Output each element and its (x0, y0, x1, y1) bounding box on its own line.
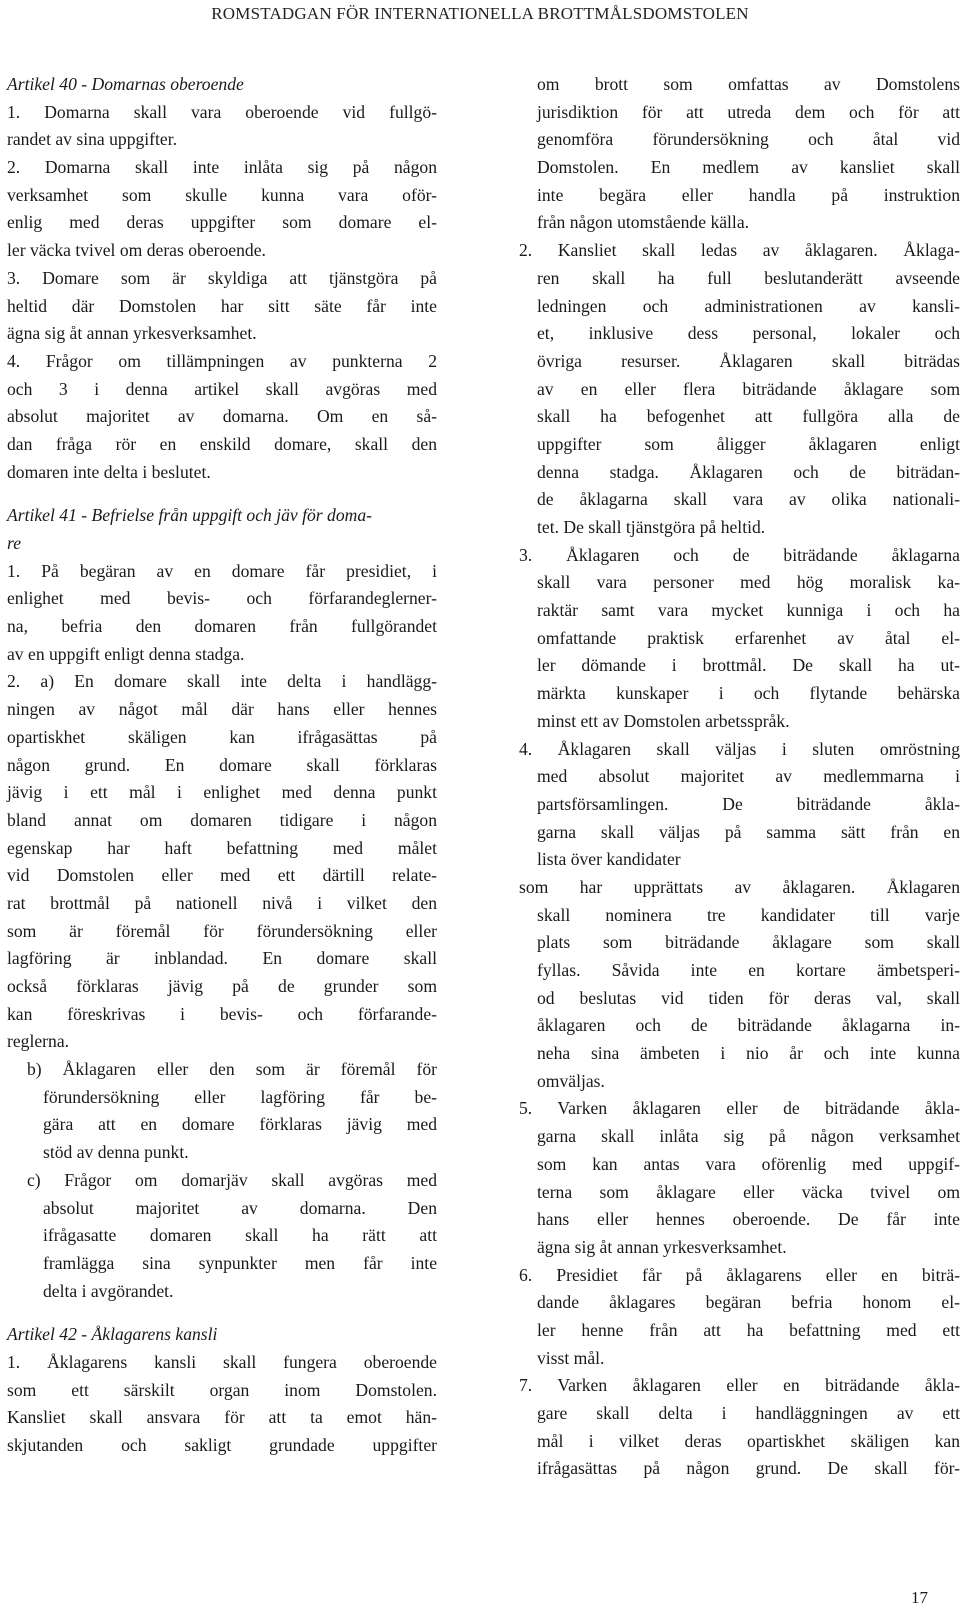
text-line: någon grund. En domare skall förklaras (7, 754, 437, 775)
text-line: framlägga sina synpunkter men får inte (43, 1252, 437, 1273)
text-line: ifrågasatte domaren skall ha rätt att (43, 1225, 437, 1246)
text-line: et, inklusive dess personal, lokaler och (537, 323, 960, 344)
text-line: c) Frågor om domarjäv skall avgöras med (27, 1169, 437, 1190)
text-line: uppgifter som åligger åklagaren enligt (537, 433, 960, 454)
text-line: vid Domstolen eller med ett därtill relate- (7, 865, 437, 886)
text-line: åklagaren och de biträdande åklagarna in- (537, 1015, 960, 1036)
text-line: minst ett av Domstolen arbetsspråk. (537, 710, 790, 731)
text-line: gare skall delta i handläggningen av ett (537, 1403, 960, 1423)
text-line: plats som biträdande åklagare som skall (537, 932, 960, 953)
text-line: 2. Kansliet skall ledas av åklagaren. Åklaga- (519, 240, 960, 261)
text-line: terna som åklagare eller väcka tvivel om (537, 1181, 960, 1202)
text-line: ägna sig åt annan yrkesverksamhet. (7, 323, 257, 344)
text-line: skall ha befogenhet att fullgöra alla de (537, 406, 960, 427)
text-line: av en uppgift enligt denna stadga. (7, 643, 245, 664)
text-line: partsförsamlingen. De biträdande åkla- (537, 793, 960, 814)
text-line: skall nominera tre kandidater till varje (537, 904, 960, 925)
text-line: verksamhet som skulle kunna vara oför- (7, 184, 437, 205)
text-line: 4. Frågor om tillämpningen av punkterna 2 (7, 350, 437, 371)
text-line: med absolut majoritet av medlemmarna i (537, 766, 960, 787)
text-line: tet. De skall tjänstgöra på heltid. (537, 517, 766, 537)
article-heading: re (7, 533, 22, 553)
text-line: som har upprättats av åklagaren. Åklagaren (519, 876, 960, 897)
running-header: ROMSTADGAN FÖR INTERNATIONELLA BROTTMÅLSDOMSTOLEN (211, 4, 749, 23)
text-line: neha sina ämbeten i nio år och inte kunna (537, 1043, 960, 1064)
text-line: randet av sina uppgifter. (7, 129, 178, 150)
right-column (519, 71, 960, 1483)
left-column (7, 71, 437, 1460)
text-line: Kansliet skall ansvara för att ta emot hän- (7, 1407, 437, 1428)
text-line: absolut majoritet av domarna. Om en så- (7, 406, 437, 427)
text-line: Domstolen. En medlem av kansliet skall (537, 157, 960, 178)
text-line: heltid där Domstolen har sitt säte får inte (7, 295, 437, 316)
text-line: stöd av denna punkt. (43, 1142, 189, 1163)
text-line: skjutanden och sakligt grundade uppgifter (7, 1435, 437, 1455)
text-line: genomföra förundersökning och åtal vid (537, 129, 960, 150)
text-line: ler henne från att ha befattning med ett (537, 1319, 960, 1340)
text-line: denna stadga. Åklagaren och de biträdan- (537, 461, 960, 482)
text-line: raktär samt vara mycket kunniga i och ha (537, 600, 960, 621)
text-line: 2. Domarna skall inte inlåta sig på någon (7, 157, 437, 178)
text-line: absolut majoritet av domarna. Den (43, 1197, 437, 1218)
text-line: ägna sig åt annan yrkesverksamhet. (537, 1236, 787, 1257)
text-line: mål i vilket deras opartiskhet skäligen kan (537, 1430, 960, 1451)
text-line: jävig i ett mål i enlighet med denna punkt (7, 782, 437, 803)
text-line: na, befria den domaren från fullgörandet (7, 616, 437, 637)
text-line: ifrågasättas på någon grund. De skall för- (537, 1458, 960, 1479)
text-line: av en eller flera biträdande åklagare som (537, 378, 960, 399)
page-number: 17 (911, 1588, 928, 1607)
text-line: som ett särskilt organ inom Domstolen. (7, 1379, 437, 1400)
text-line: 3. Domare som är skyldiga att tjänstgöra på (7, 267, 437, 288)
text-line: lista över kandidater (537, 849, 681, 870)
text-line: 6. Presidiet får på åklagarens eller en biträ- (519, 1264, 960, 1285)
text-line: 4. Åklagaren skall väljas i sluten omröstning (519, 738, 960, 759)
text-line: ler väcka tvivel om deras oberoende. (7, 240, 266, 261)
text-line: märkta kunskaper i och flytande behärska (537, 683, 960, 704)
article-heading: Artikel 41 - Befrielse från uppgift och jäv för doma- (7, 505, 373, 526)
text-line: som är föremål för förundersökning eller (7, 920, 437, 941)
text-line: rat brottmål på nationell nivå i vilket den (7, 892, 437, 913)
text-line: också förklaras jävig på de grunder som (7, 976, 437, 996)
text-line: opartiskhet skäligen kan ifrågasättas på (7, 726, 437, 747)
text-line: dan fråga rör en enskild domare, skall den (7, 433, 437, 454)
text-line: b) Åklagaren eller den som är föremål för (27, 1059, 437, 1080)
text-line: ledningen och administrationen av kansli- (537, 295, 960, 316)
text-line: ningen av något mål där hans eller hennes (7, 699, 437, 720)
text-line: omfattande praktisk erfarenhet av åtal el- (537, 627, 960, 648)
text-line: ren skall ha full beslutanderätt avseende (537, 267, 960, 288)
text-line: hans eller hennes oberoende. De får inte (537, 1209, 960, 1230)
text-line: och 3 i denna artikel skall avgöras med (7, 378, 437, 399)
paragraph-gap (7, 486, 437, 502)
text-line: enlig med deras uppgifter som domare el- (7, 212, 437, 233)
text-line: skall vara personer med hög moralisk ka- (537, 572, 960, 593)
text-line: 5. Varken åklagaren eller de biträdande åkla- (519, 1098, 960, 1119)
article-heading: Artikel 42 - Åklagarens kansli (7, 1324, 218, 1345)
text-line: enlighet med bevis- och förfarandeglerner- (7, 588, 437, 609)
text-line: kan föreskrivas i bevis- och förfarande- (7, 1003, 437, 1024)
text-line: fyllas. Såvida inte en kortare ämbetsperi- (537, 960, 960, 980)
text-line: egenskap har haft befattning med målet (7, 837, 437, 858)
text-line: om brott som omfattas av Domstolens (537, 74, 960, 94)
text-line: od beslutas vid tiden för deras val, skall (537, 987, 960, 1008)
text-line: 2. a) En domare skall inte delta i handlägg- (7, 671, 437, 692)
text-line: omväljas. (537, 1070, 605, 1091)
text-line: dande åklagares begäran befria honom el- (537, 1292, 960, 1313)
text-line: 1. Domarna skall vara oberoende vid fullgö- (7, 101, 437, 122)
text-line: bland annat om domaren tidigare i någon (7, 809, 437, 830)
article-heading: Artikel 40 - Domarnas oberoende (7, 74, 244, 94)
text-line: de åklagarna skall vara av olika nationali- (537, 489, 960, 510)
text-line: lagföring är inblandad. En domare skall (7, 948, 437, 969)
text-line: som kan antas vara oförenlig med uppgif- (537, 1153, 960, 1174)
text-line: 1. På begäran av en domare får presidiet, i (7, 560, 437, 581)
text-line: domaren inte delta i beslutet. (7, 461, 211, 482)
text-line: ler dömande i brottmål. De skall ha ut- (537, 655, 960, 676)
text-line: visst mål. (537, 1347, 605, 1368)
text-line: garna skall väljas på samma sätt från en (537, 821, 960, 842)
text-line: 7. Varken åklagaren eller en biträdande åkla- (519, 1375, 960, 1396)
text-line: från någon utomstående källa. (537, 212, 750, 233)
text-line: gära att en domare förklaras jävig med (43, 1114, 437, 1135)
text-line: inte begära eller handla på instruktion (537, 184, 960, 205)
text-line: 1. Åklagarens kansli skall fungera oberoende (7, 1351, 437, 1372)
paragraph-gap (7, 1305, 437, 1321)
text-line: reglerna. (7, 1031, 70, 1052)
text-line: övriga resurser. Åklagaren skall biträdas (537, 350, 960, 371)
text-line: förundersökning eller lagföring får be- (43, 1086, 437, 1107)
text-line: garna skall inlåta sig på någon verksamhet (537, 1126, 960, 1147)
text-line: 3. Åklagaren och de biträdande åklagarna (519, 544, 960, 565)
text-line: jurisdiktion för att utreda dem och för att (537, 101, 960, 122)
text-line: delta i avgörandet. (43, 1280, 174, 1301)
